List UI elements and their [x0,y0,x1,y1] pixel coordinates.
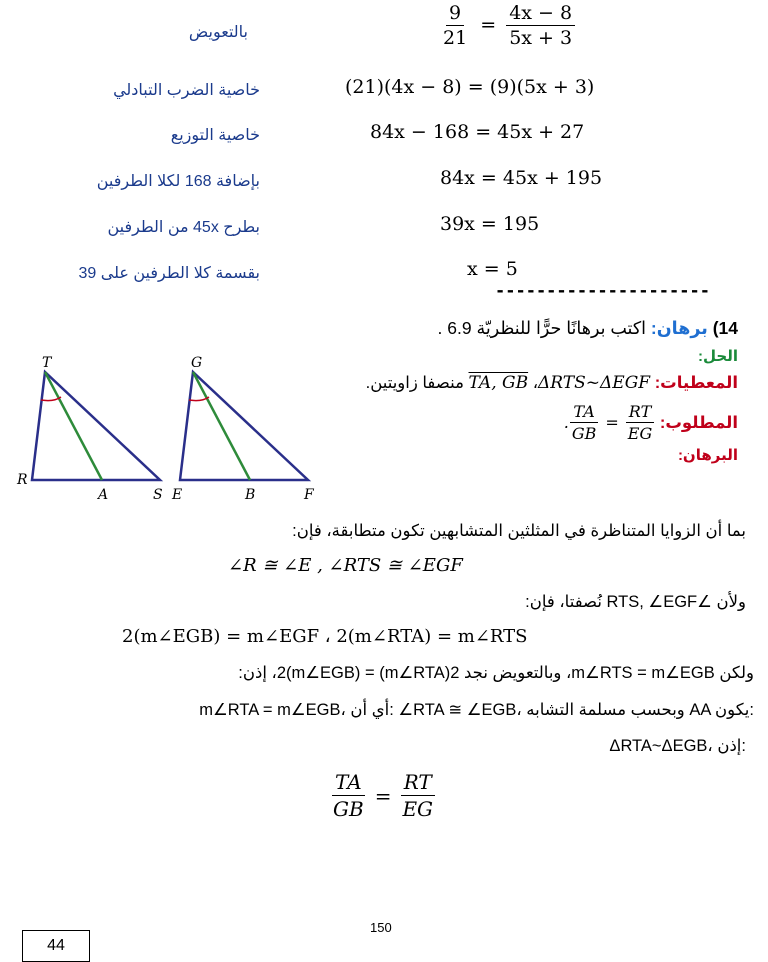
label-a: A [98,487,109,500]
triangle-egf [171,355,315,500]
triangle-egf-shape [180,372,308,480]
fraction-denominator: 21 [443,27,468,49]
fraction-numerator: RT [626,402,654,423]
prove-line [564,402,738,443]
given-segments: TA, GB [468,373,529,393]
fraction-denominator: EG [402,797,434,821]
given-rest: منصفا زاويتين. [365,374,464,392]
fraction-numerator: TA [570,402,597,423]
label-f: F [304,487,314,500]
fraction-denominator: GB [333,797,364,821]
fraction-numerator: TA [332,770,365,796]
fraction-denominator: EG [627,424,653,443]
bisector-ta [45,372,102,480]
label-s: S [153,487,163,500]
step-reason-5: بطرح 45x من الطرفين [107,219,260,236]
step-reason-4: بإضافة 168 لكلا الطرفين [96,173,260,190]
step-math-3: 84x − 168 = 45x + 27 [370,121,585,143]
step-reason-6: بقسمة كلا الطرفين على 39 [78,265,260,282]
fraction-numerator: 4x − 8 [506,2,575,26]
problem-text: اكتب برهانًا حرًّا للنظريّة 6.9 . [437,318,647,338]
step-reason-1: بالتعويض [188,24,248,41]
given-sep: ، [532,374,539,392]
prove-label: المطلوب: [659,414,738,432]
fraction-right [506,2,575,49]
problem-statement [438,318,738,339]
problem-number: 14) [712,318,738,338]
label-g: G [191,355,203,371]
given-similar: ΔRTS~ΔEGF [538,373,651,393]
divider: --------------------- [495,281,710,301]
fraction-numerator: 9 [446,2,464,26]
step-math-2: (21)(4x − 8) = (9)(5x + 3) [345,76,595,98]
proof-line-3: ولأن ∠RTS, ∠EGF نُصفتا، فإن: [525,593,746,611]
given-line [366,373,738,393]
proof-line-2: ∠R ≅ ∠E , ∠RTS ≅ ∠EGF [228,555,463,576]
step-math-5: 39x = 195 [440,213,540,235]
proof-line-1: بما أن الزوايا المتناظرة في المثلثين المتشابهين تكون متطابقة، فإن: [292,522,746,540]
problem-label: برهان: [650,318,708,338]
triangle-rts-shape [32,372,160,480]
triangle-rts [16,355,163,500]
box-number: 44 [22,930,90,962]
proof-line-6: m∠RTA = m∠EGB، أي أن: ∠RTA ≅ ∠EGB، وبحسب مسلمة التشابه AA يكون: [199,701,754,719]
label-t: T [42,355,52,371]
fraction-left [440,2,470,49]
step-reason-3: خاصية التوزيع [170,127,260,144]
fraction-ta-gb [569,402,600,443]
label-b: B [245,487,256,500]
solution-label: الحل: [698,348,738,365]
triangles-figure [10,350,340,500]
page-number: 150 [370,920,392,935]
proof-line-7: ΔRTA~ΔEGB، إذن: [609,737,746,755]
final-fraction-ta-gb [330,770,367,821]
step-reason-2: خاصية الضرب التبادلي [113,82,260,99]
proof-line-4: 2(m∠EGB) = m∠EGF ، 2(m∠RTA) = m∠RTS [122,626,528,647]
given-label: المعطيات: [654,374,738,392]
step-math-6: x = 5 [467,258,518,280]
proof-line-5: ولكن m∠RTS = m∠EGB، وبالتعويض نجد 2(m∠RTA) = 2(m∠EGB)، إذن: [238,664,754,682]
final-equation: $\frac{TA}{GB}$ = $\frac{RT}{EG}$ [330,770,436,821]
fraction-denominator: 5x + 3 [509,27,573,49]
fraction-rt-eg [625,402,655,443]
step-math-4: 84x = 45x + 195 [440,167,603,189]
prove-equation: . $\frac{TA}{GB}$ = $\frac{RT}{EG}$ [564,402,656,443]
proof-label: البرهان: [677,447,738,464]
fraction-numerator: RT [401,770,435,796]
step-math-1: $\frac{9}{21}$ = $\frac{4x - 8}{5x + 3}$ [440,2,575,49]
final-fraction-rt-eg [399,770,436,821]
fraction-denominator: GB [571,424,597,443]
bisector-gb [193,372,250,480]
label-r: R [17,472,28,488]
label-e: E [172,487,183,500]
